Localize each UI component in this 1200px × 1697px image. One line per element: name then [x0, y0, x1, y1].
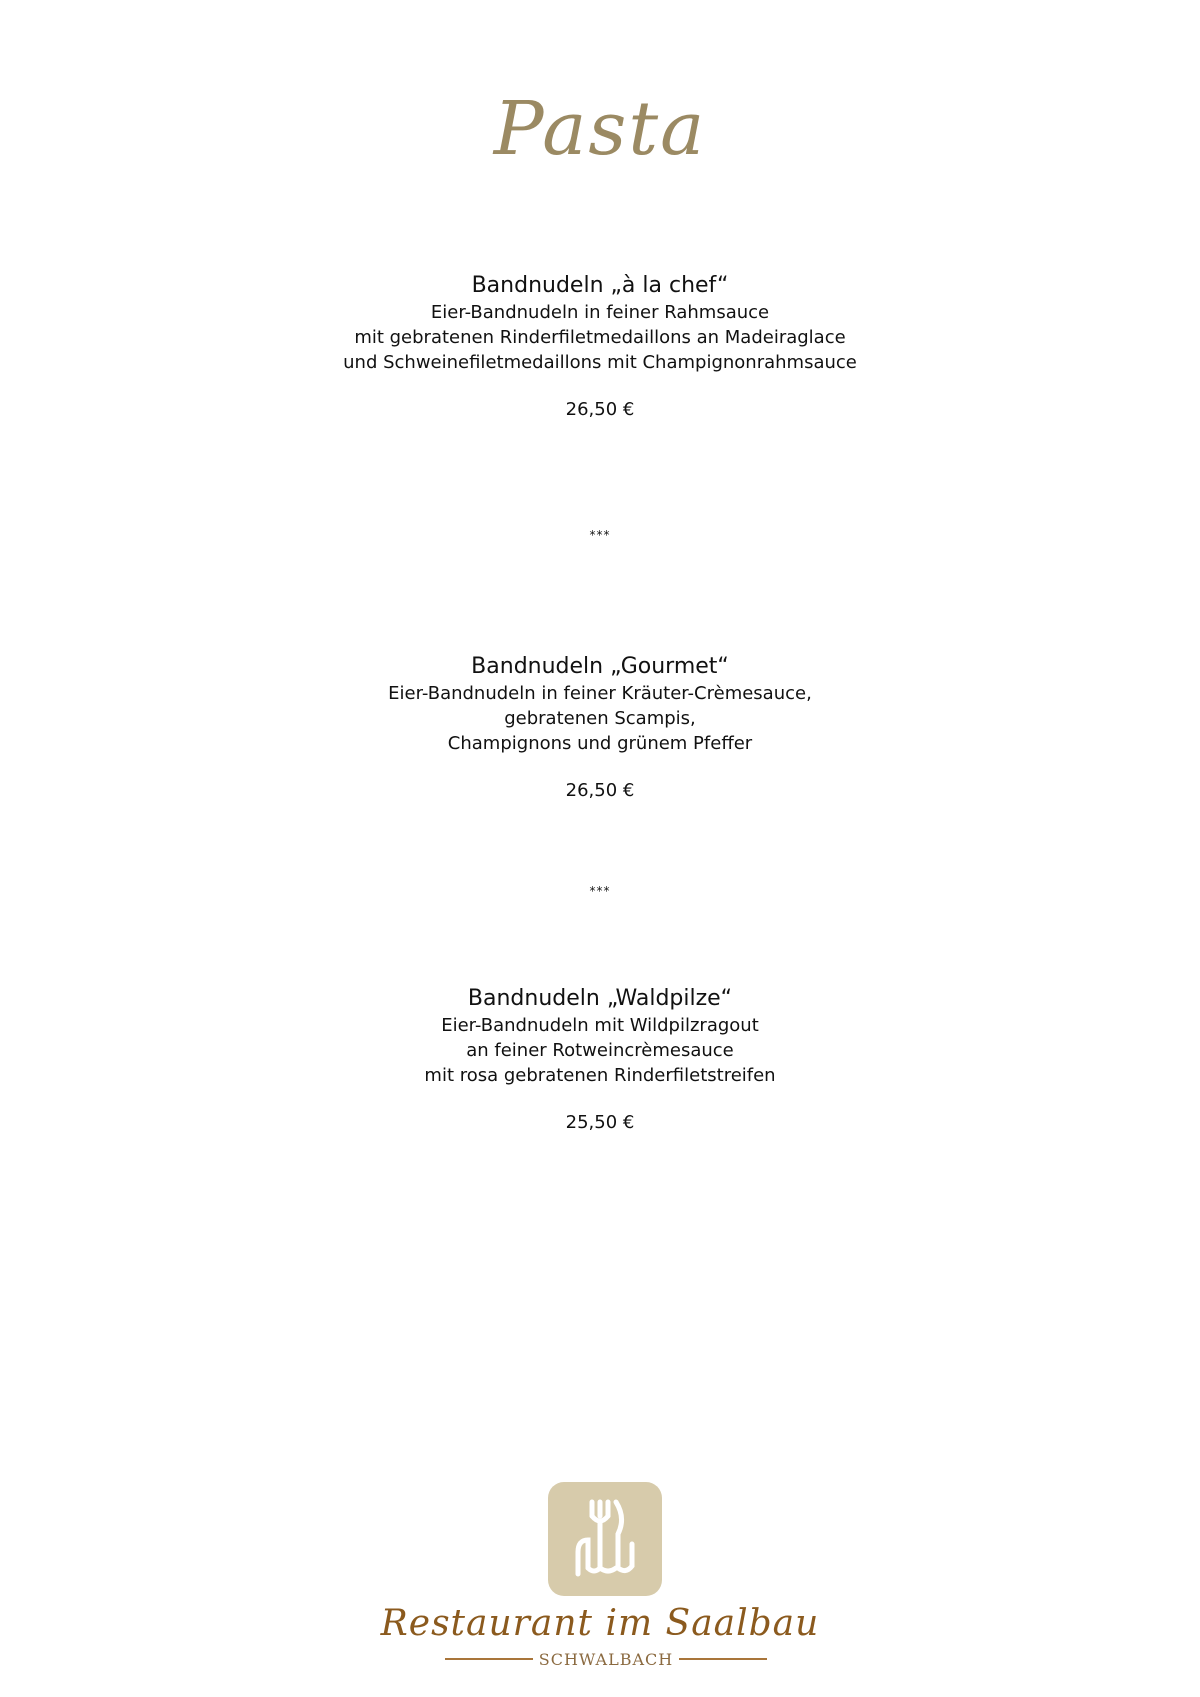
restaurant-logo	[548, 1482, 662, 1596]
separator: ***	[589, 528, 611, 542]
dish-description-line: Eier-Bandnudeln mit Wildpilzragout	[441, 1015, 759, 1036]
menu-item-a-la-chef	[0, 272, 1200, 422]
divider-line	[679, 1658, 767, 1660]
dish-description-line: Champignons und grünem Pfeffer	[447, 733, 753, 754]
dish-description-line: an feiner Rotweincrèmesauce	[466, 1040, 734, 1061]
dish-description-line: Eier-Bandnudeln in feiner Kräuter-Crèmesauce,	[388, 683, 812, 704]
cutlery-icon	[548, 1482, 662, 1596]
dish-name: Bandnudeln „Gourmet“	[471, 654, 729, 679]
dish-description-line: Eier-Bandnudeln in feiner Rahmsauce	[430, 302, 770, 323]
dish-description-line: mit rosa gebratenen Rinderfiletstreifen	[424, 1065, 776, 1086]
separator: ***	[589, 884, 611, 898]
page-title: Pasta	[493, 86, 707, 172]
restaurant-name: Restaurant im Saalbau	[380, 1603, 820, 1644]
dish-name: Bandnudeln „Waldpilze“	[467, 986, 733, 1011]
dish-price: 25,50 €	[565, 1112, 635, 1133]
dish-description-line: gebratenen Scampis,	[504, 708, 696, 729]
dish-description-line: mit gebratenen Rinderfiletmedaillons an Madeiraglace	[354, 327, 846, 348]
dish-price: 26,50 €	[565, 399, 635, 420]
menu-item-gourmet	[0, 653, 1200, 803]
location-row	[445, 1648, 767, 1670]
dish-price: 26,50 €	[565, 780, 635, 801]
divider-line	[445, 1658, 533, 1660]
dish-description-line: und Schweinefiletmedaillons mit Champignonrahmsauce	[343, 352, 857, 373]
menu-item-waldpilze	[0, 985, 1200, 1135]
restaurant-location: SCHWALBACH	[538, 1649, 674, 1669]
dish-name: Bandnudeln „à la chef“	[471, 273, 729, 298]
